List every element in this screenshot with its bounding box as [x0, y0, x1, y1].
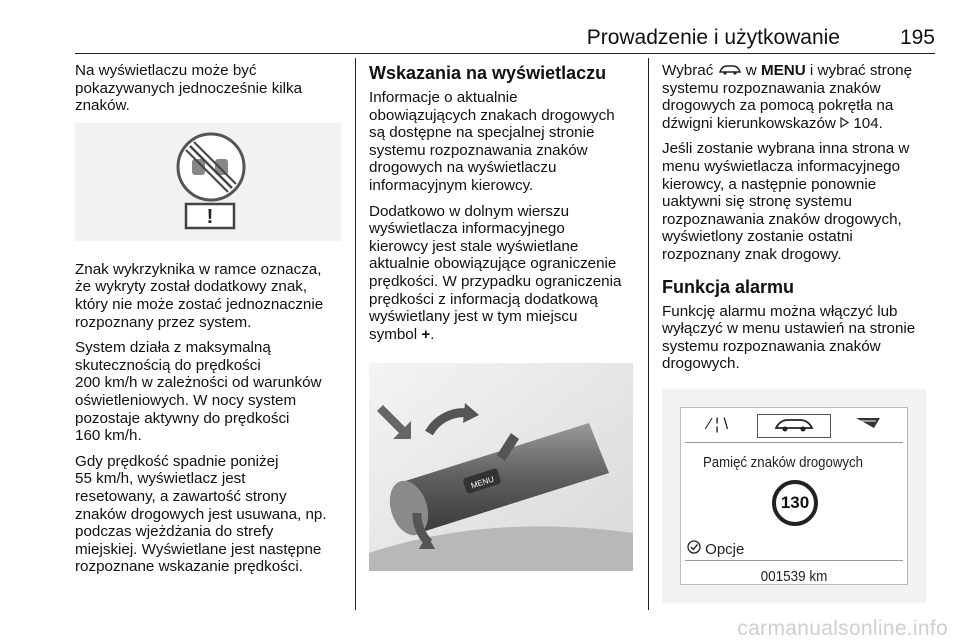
tab-car-icon — [757, 414, 831, 438]
page-number: 195 — [899, 26, 935, 49]
paragraph: Znak wykrzyknika w ramce oznacza, że wykryty został dodatkowy znak, który nie może zostać jednoznacznie rozpoznany przez system. — [75, 260, 324, 331]
page-header — [75, 22, 935, 52]
page-footer — [0, 617, 960, 642]
paragraph-text: w — [741, 62, 761, 79]
paragraph-text: Dodatkowo w dolnym wierszu wyświetlacza informacyjnego kierowcy jest stale wyświetlane aktualnie obowiązujące ograniczenie prędkości. W przypadku ograniczenia prędkości z informacją dodatkową wyświetlany jest w tym miejscu symbol — [369, 202, 622, 343]
lever-figure — [369, 363, 633, 571]
tab-road-signs: ⁄ ¦ \ — [707, 415, 729, 433]
car-icon — [718, 62, 742, 79]
chapter-title: Prowadzenie i użytkowanie — [586, 26, 840, 49]
display-rule — [685, 560, 903, 561]
column-2 — [369, 62, 635, 571]
turn-signal-lever-illustration — [369, 363, 633, 571]
paragraph-end: . — [430, 325, 435, 343]
section-heading: Wskazania na wyświetlaczu — [369, 63, 607, 83]
column-3 — [662, 62, 930, 603]
paragraph: Na wyświetlaczu może być pokazywanych jednocześnie kilka znaków. — [75, 62, 303, 115]
menu-keyword: MENU — [760, 62, 806, 79]
options-label: Opcje — [705, 540, 745, 558]
watermark: carmanualsonline.info — [737, 617, 948, 640]
column-1 — [75, 62, 345, 584]
display-rule — [685, 442, 903, 443]
plus-symbol: + — [421, 325, 431, 343]
paragraph-text: i wybrać stronę systemu rozpoznawania znaków drogowych za pomocą pokrętła na dźwigni kierunkowskazów — [662, 62, 913, 132]
menu-button-label: MENU — [469, 474, 496, 491]
tab-sign-icon — [841, 414, 897, 436]
display-title: Pamięć znaków drogowych — [703, 453, 863, 471]
checkmark-icon — [687, 541, 701, 558]
paragraph-text: Wybrać — [662, 62, 718, 79]
display-tabs — [681, 414, 907, 440]
paragraph: System działa z maksymalną skutecznością do prędkości 200 km/h w zależności od warunków oświetleniowych. W nocy system pozostaje aktywny do prędkości 160 km/h. — [75, 339, 322, 445]
odometer: 001539 km — [760, 567, 828, 585]
speed-limit-sign: 130 — [772, 480, 818, 526]
display-figure — [662, 389, 926, 603]
paragraph: Jeśli zostanie wybrana inna strona w menu wyświetlacza informacyjnego kierowcy, a następnie ponownie uaktywni się stronę systemu rozpoznawania znaków drogowych, wyświetlony zostanie ostatni rozpoznany znak drogowy. — [662, 140, 910, 263]
paragraph — [662, 62, 930, 132]
no-overtaking-end-sign — [75, 123, 341, 241]
paragraph: Gdy prędkość spadnie poniżej 55 km/h, wyświetlacz jest resetowany, a zawartość strony znaków drogowych jest usuwana, np. podczas wjeżdżania do strefy miejskiej. Wyświetlane jest następne rozpoznane wskazanie prędkości. — [75, 452, 327, 576]
exclamation-mark: ! — [206, 205, 214, 228]
paragraph: Funkcję alarmu można włączyć lub wyłączyć w menu ustawień na stronie systemu rozpoznawania znaków drogowych. — [662, 302, 916, 373]
paragraph — [369, 203, 635, 344]
sign-figure — [75, 123, 341, 241]
paragraph: Informacje o aktualnie obowiązujących znakach drogowych są dostępne na specjalnej stronie systemu rozpoznawania znaków drogowych na wyświetlaczu informacyjnym kierowcy. — [369, 89, 615, 194]
header-rule — [75, 53, 935, 54]
column-divider — [355, 58, 356, 610]
section-heading: Funkcja alarmu — [662, 276, 795, 297]
driver-info-display — [680, 407, 908, 585]
column-divider — [648, 58, 649, 610]
options-item — [687, 540, 744, 559]
arrow-reference-icon — [840, 115, 849, 132]
paragraph-text: 104. — [849, 114, 883, 132]
